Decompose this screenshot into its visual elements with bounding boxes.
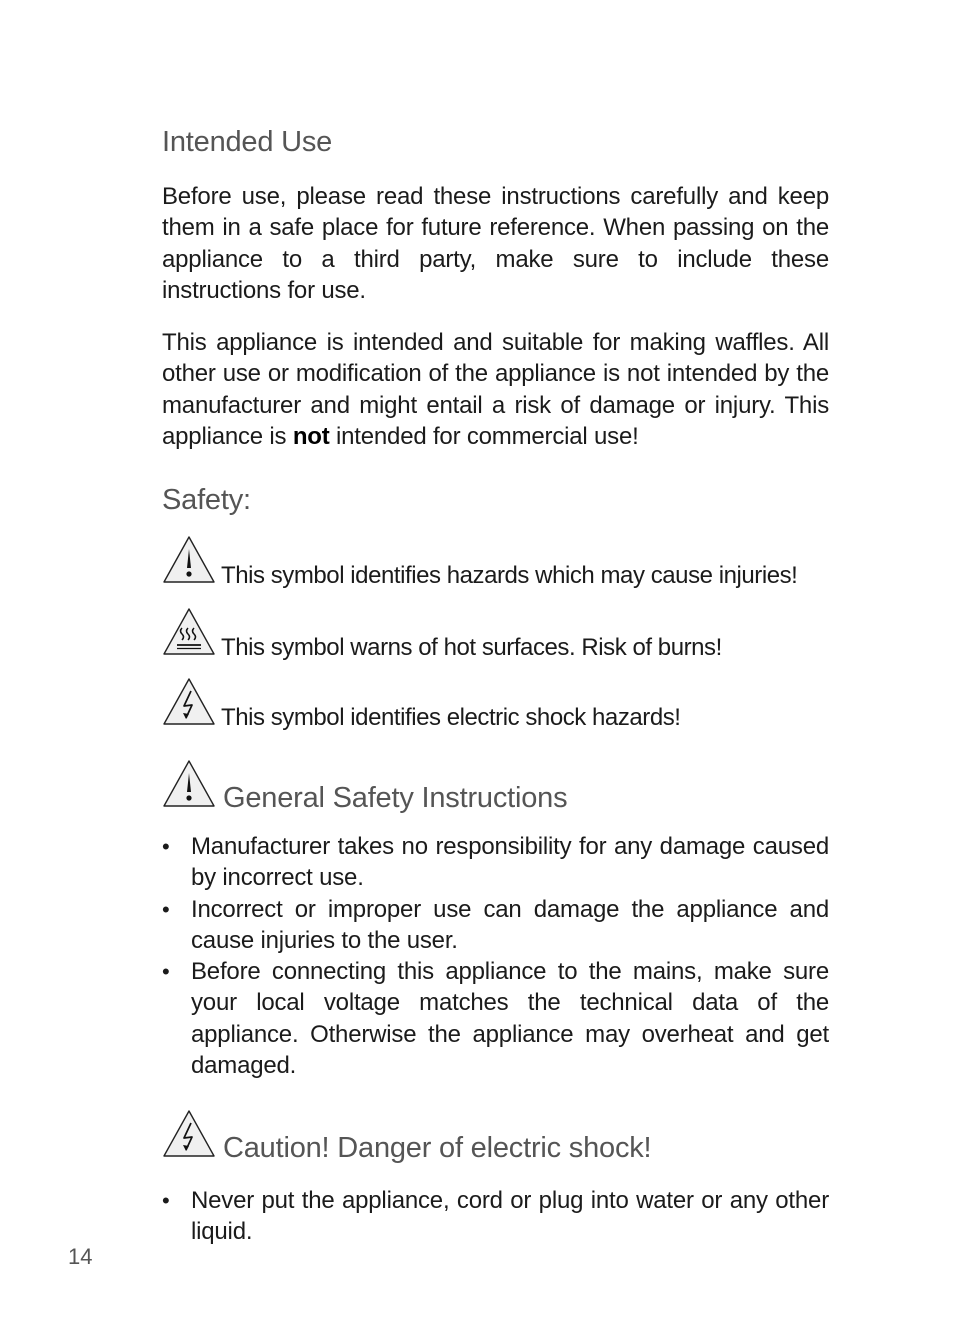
exclamation-warning-icon: [162, 758, 216, 808]
emphasis-not: not: [292, 422, 330, 450]
intended-use-heading: Intended Use: [162, 126, 333, 158]
exclamation-warning-icon: [162, 534, 216, 584]
paragraph-text: This appliance is intended and suitable for making waffles. All other use or modification of the appliance is not intended by the manufacturer and might entail a risk of damage or injury. This appliance is: [162, 329, 829, 450]
caution-list: [162, 1185, 829, 1248]
symbol-row-hot-surface: [162, 606, 842, 662]
intended-use-paragraph-2: [162, 327, 829, 452]
list-item: • Never put the appliance, cord or plug into water or any other liquid.: [162, 1185, 829, 1248]
symbol-row-electric: [162, 676, 842, 732]
general-safety-list: [162, 831, 829, 1081]
section-title: Caution! Danger of electric shock!: [223, 1132, 652, 1164]
list-item: • Manufacturer takes no responsibility for any damage caused by incorrect use.: [162, 831, 829, 894]
page-number: 14: [68, 1244, 93, 1269]
symbol-description: This symbol identifies electric shock hazards!: [221, 704, 681, 731]
general-safety-heading: [162, 758, 842, 814]
symbol-row-hazard: [162, 534, 842, 590]
intended-use-paragraph-1: Before use, please read these instructions carefully and keep them in a safe place for future reference. When passing on the appliance to a third party, make sure to include these instructions for use.: [162, 183, 829, 304]
electric-shock-warning-icon: [162, 1108, 216, 1158]
paragraph-text: intended for commercial use!: [329, 422, 639, 450]
section-title: General Safety Instructions: [223, 782, 568, 814]
caution-heading: [162, 1108, 842, 1164]
list-item: • Before connecting this appliance to the mains, make sure your local voltage matches the technical data of the appliance. Otherwise the appliance may overheat and get damaged.: [162, 956, 829, 1081]
symbol-description: This symbol identifies hazards which may cause injuries!: [221, 562, 798, 589]
list-item: • Incorrect or improper use can damage the appliance and cause injuries to the user.: [162, 894, 829, 957]
electric-shock-warning-icon: [162, 676, 216, 726]
safety-heading: Safety:: [162, 484, 251, 516]
hot-surface-warning-icon: [162, 606, 216, 656]
symbol-description: This symbol warns of hot surfaces. Risk of burns!: [221, 634, 722, 661]
